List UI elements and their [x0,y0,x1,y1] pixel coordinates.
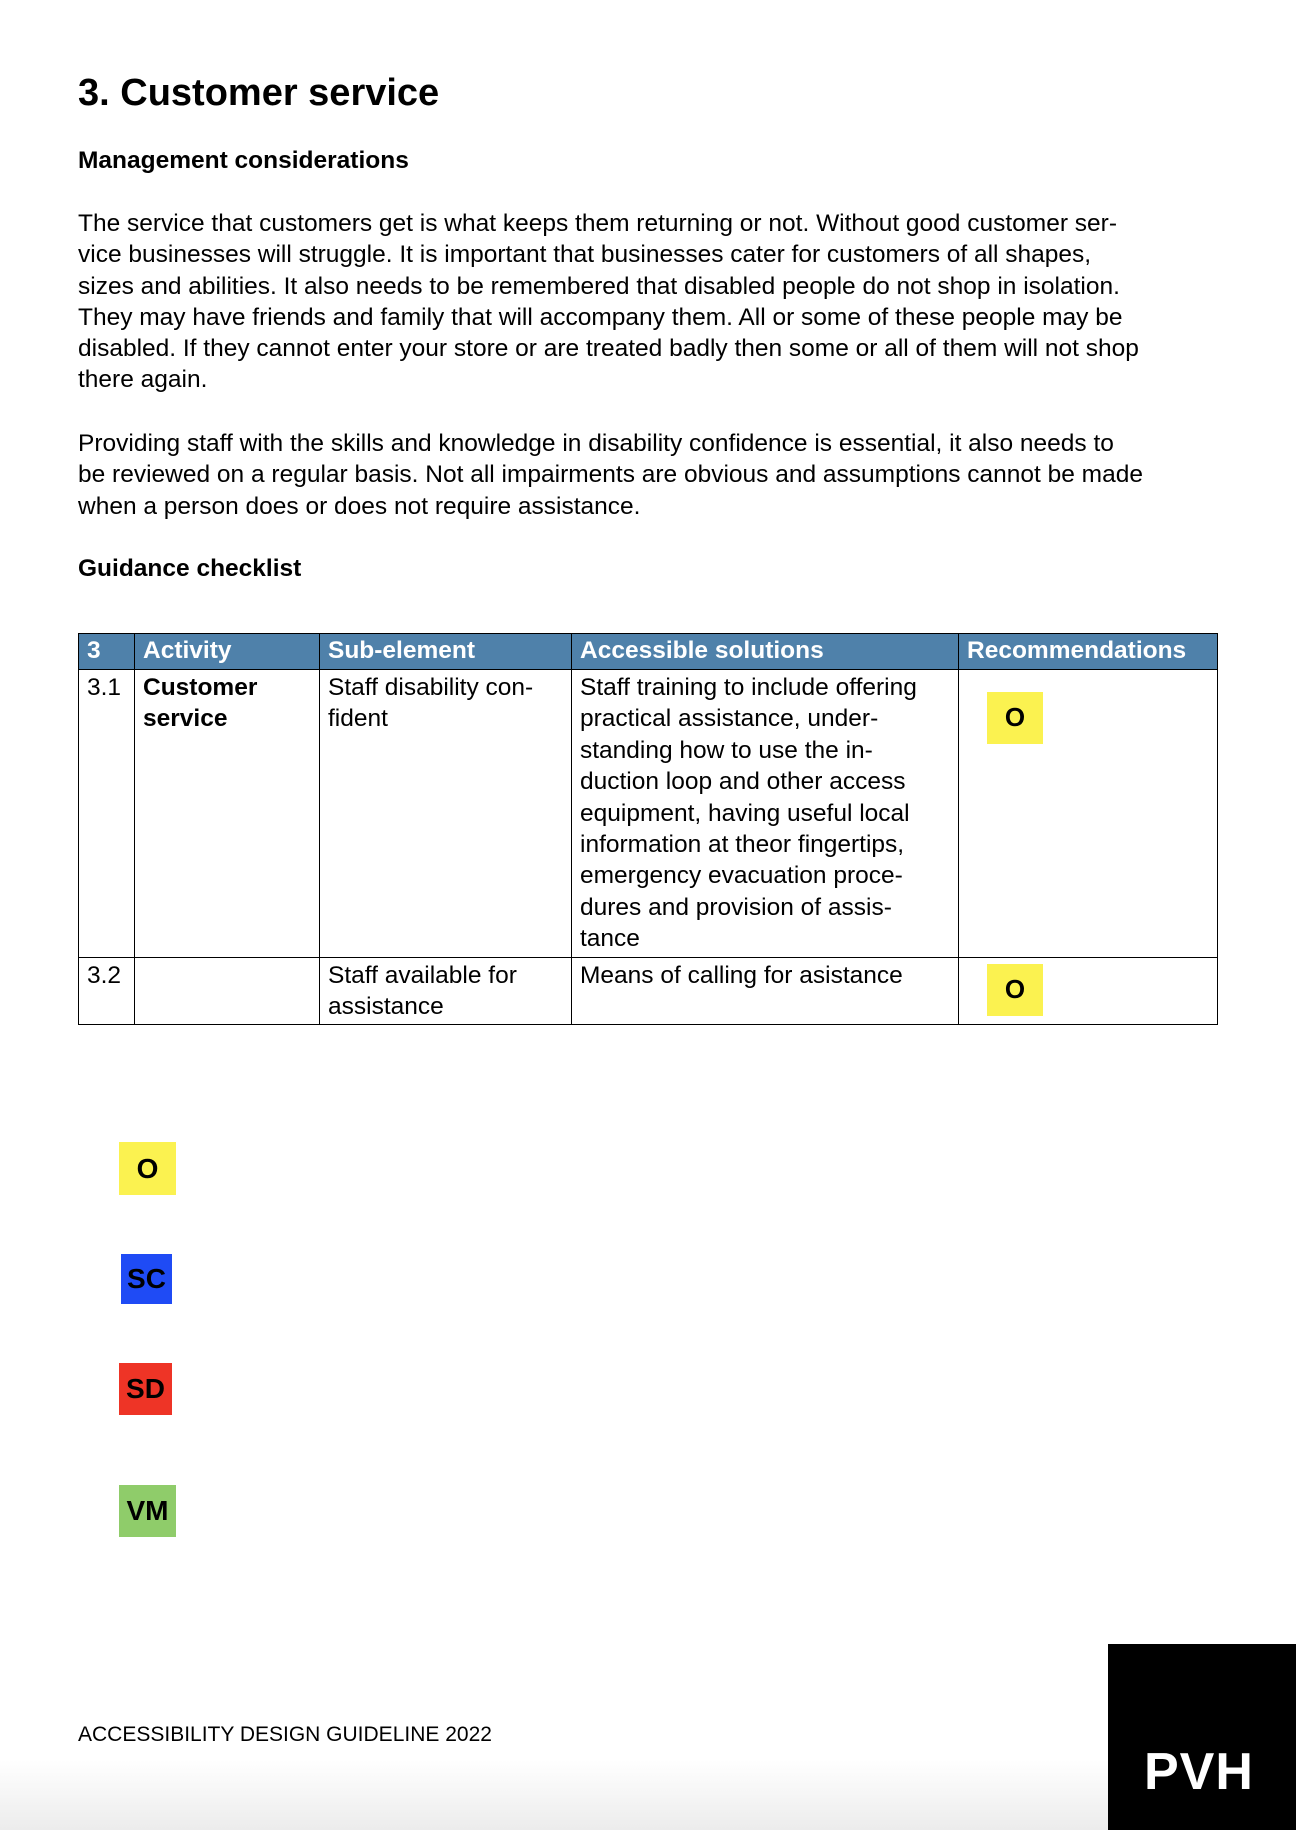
staff-paragraph [78,428,1228,522]
column-header-sub-element: Sub-element [320,634,572,670]
paragraph-line: disabled. If they cannot enter your store or are treated badly then some or all of them will not shop [78,335,1139,363]
solution-line: tance [580,925,640,953]
sub-element-line: assistance [328,993,444,1021]
sub-element-cell [320,957,572,1025]
legend-badge-sc: SC [121,1254,172,1304]
column-header-activity: Activity [135,634,320,670]
management-heading: Management considerations [78,147,409,174]
page-title: 3. Customer service [78,72,440,114]
solutions-cell [572,957,959,1025]
recommendation-badge: O [987,964,1043,1016]
sub-element-line: Staff available for [328,961,517,989]
footer-text: ACCESSIBILITY DESIGN GUIDELINE 2022 [78,1723,492,1746]
activity-cell [135,957,320,1025]
pvh-logo [1108,1644,1296,1830]
solution-line: information at theor fingertips, [580,831,905,859]
sub-element-line: Staff disability con- [328,674,534,701]
solution-line: Staff training to include offering [580,674,917,701]
solution-line: dures and provision of assis- [580,893,892,921]
legend-badge-sd: SD [119,1363,172,1415]
paragraph-line: They may have friends and family that will accompany them. All or some of these people may be [78,303,1123,331]
logo-text: PVH [1144,1743,1254,1801]
row-number-cell: 3.2 [79,957,135,1025]
sub-element-cell [320,670,572,958]
paragraph-line: vice businesses will struggle. It is important that businesses cater for customers of all shapes, [78,241,1092,269]
activity-line: service [143,705,228,733]
column-header-accessible-solutions: Accessible solutions [572,634,959,670]
column-header-number: 3 [79,634,135,670]
solutions-cell [572,670,959,958]
recommendation-cell [959,670,1218,958]
solution-line: equipment, having useful local [580,799,910,827]
solution-line: practical assistance, under- [580,705,879,733]
solution-line: Means of calling for asistance [580,961,903,989]
solution-line: standing how to use the in- [580,736,873,764]
legend-badge-vm: VM [119,1485,176,1537]
activity-line: Customer [143,674,258,701]
table-row [79,957,1218,1025]
column-header-recommendations: Recommendations [959,634,1218,670]
guidance-checklist-table [78,633,1218,1025]
recommendation-badge: O [987,692,1043,744]
table-header-row [79,634,1218,670]
paragraph-line: there again. [78,366,208,394]
row-number-cell: 3.1 [79,670,135,958]
intro-paragraph [78,208,1228,396]
checklist-heading: Guidance checklist [78,555,302,582]
solution-line: duction loop and other access [580,768,906,796]
sub-element-line: fident [328,705,388,733]
paragraph-line: Providing staff with the skills and knowledge in disability confidence is essential, it also needs to [78,430,1114,457]
table-row [79,670,1218,958]
paragraph-line: sizes and abilities. It also needs to be remembered that disabled people do not shop in isolation. [78,272,1120,300]
activity-cell [135,670,320,958]
paragraph-line: when a person does or does not require assistance. [78,492,641,520]
paragraph-line: be reviewed on a regular basis. Not all impairments are obvious and assumptions cannot be made [78,461,1143,489]
solution-line: emergency evacuation proce- [580,862,903,890]
recommendation-cell [959,957,1218,1025]
legend-badge-o: O [119,1142,176,1195]
paragraph-line: The service that customers get is what keeps them returning or not. Without good customer ser- [78,210,1117,237]
